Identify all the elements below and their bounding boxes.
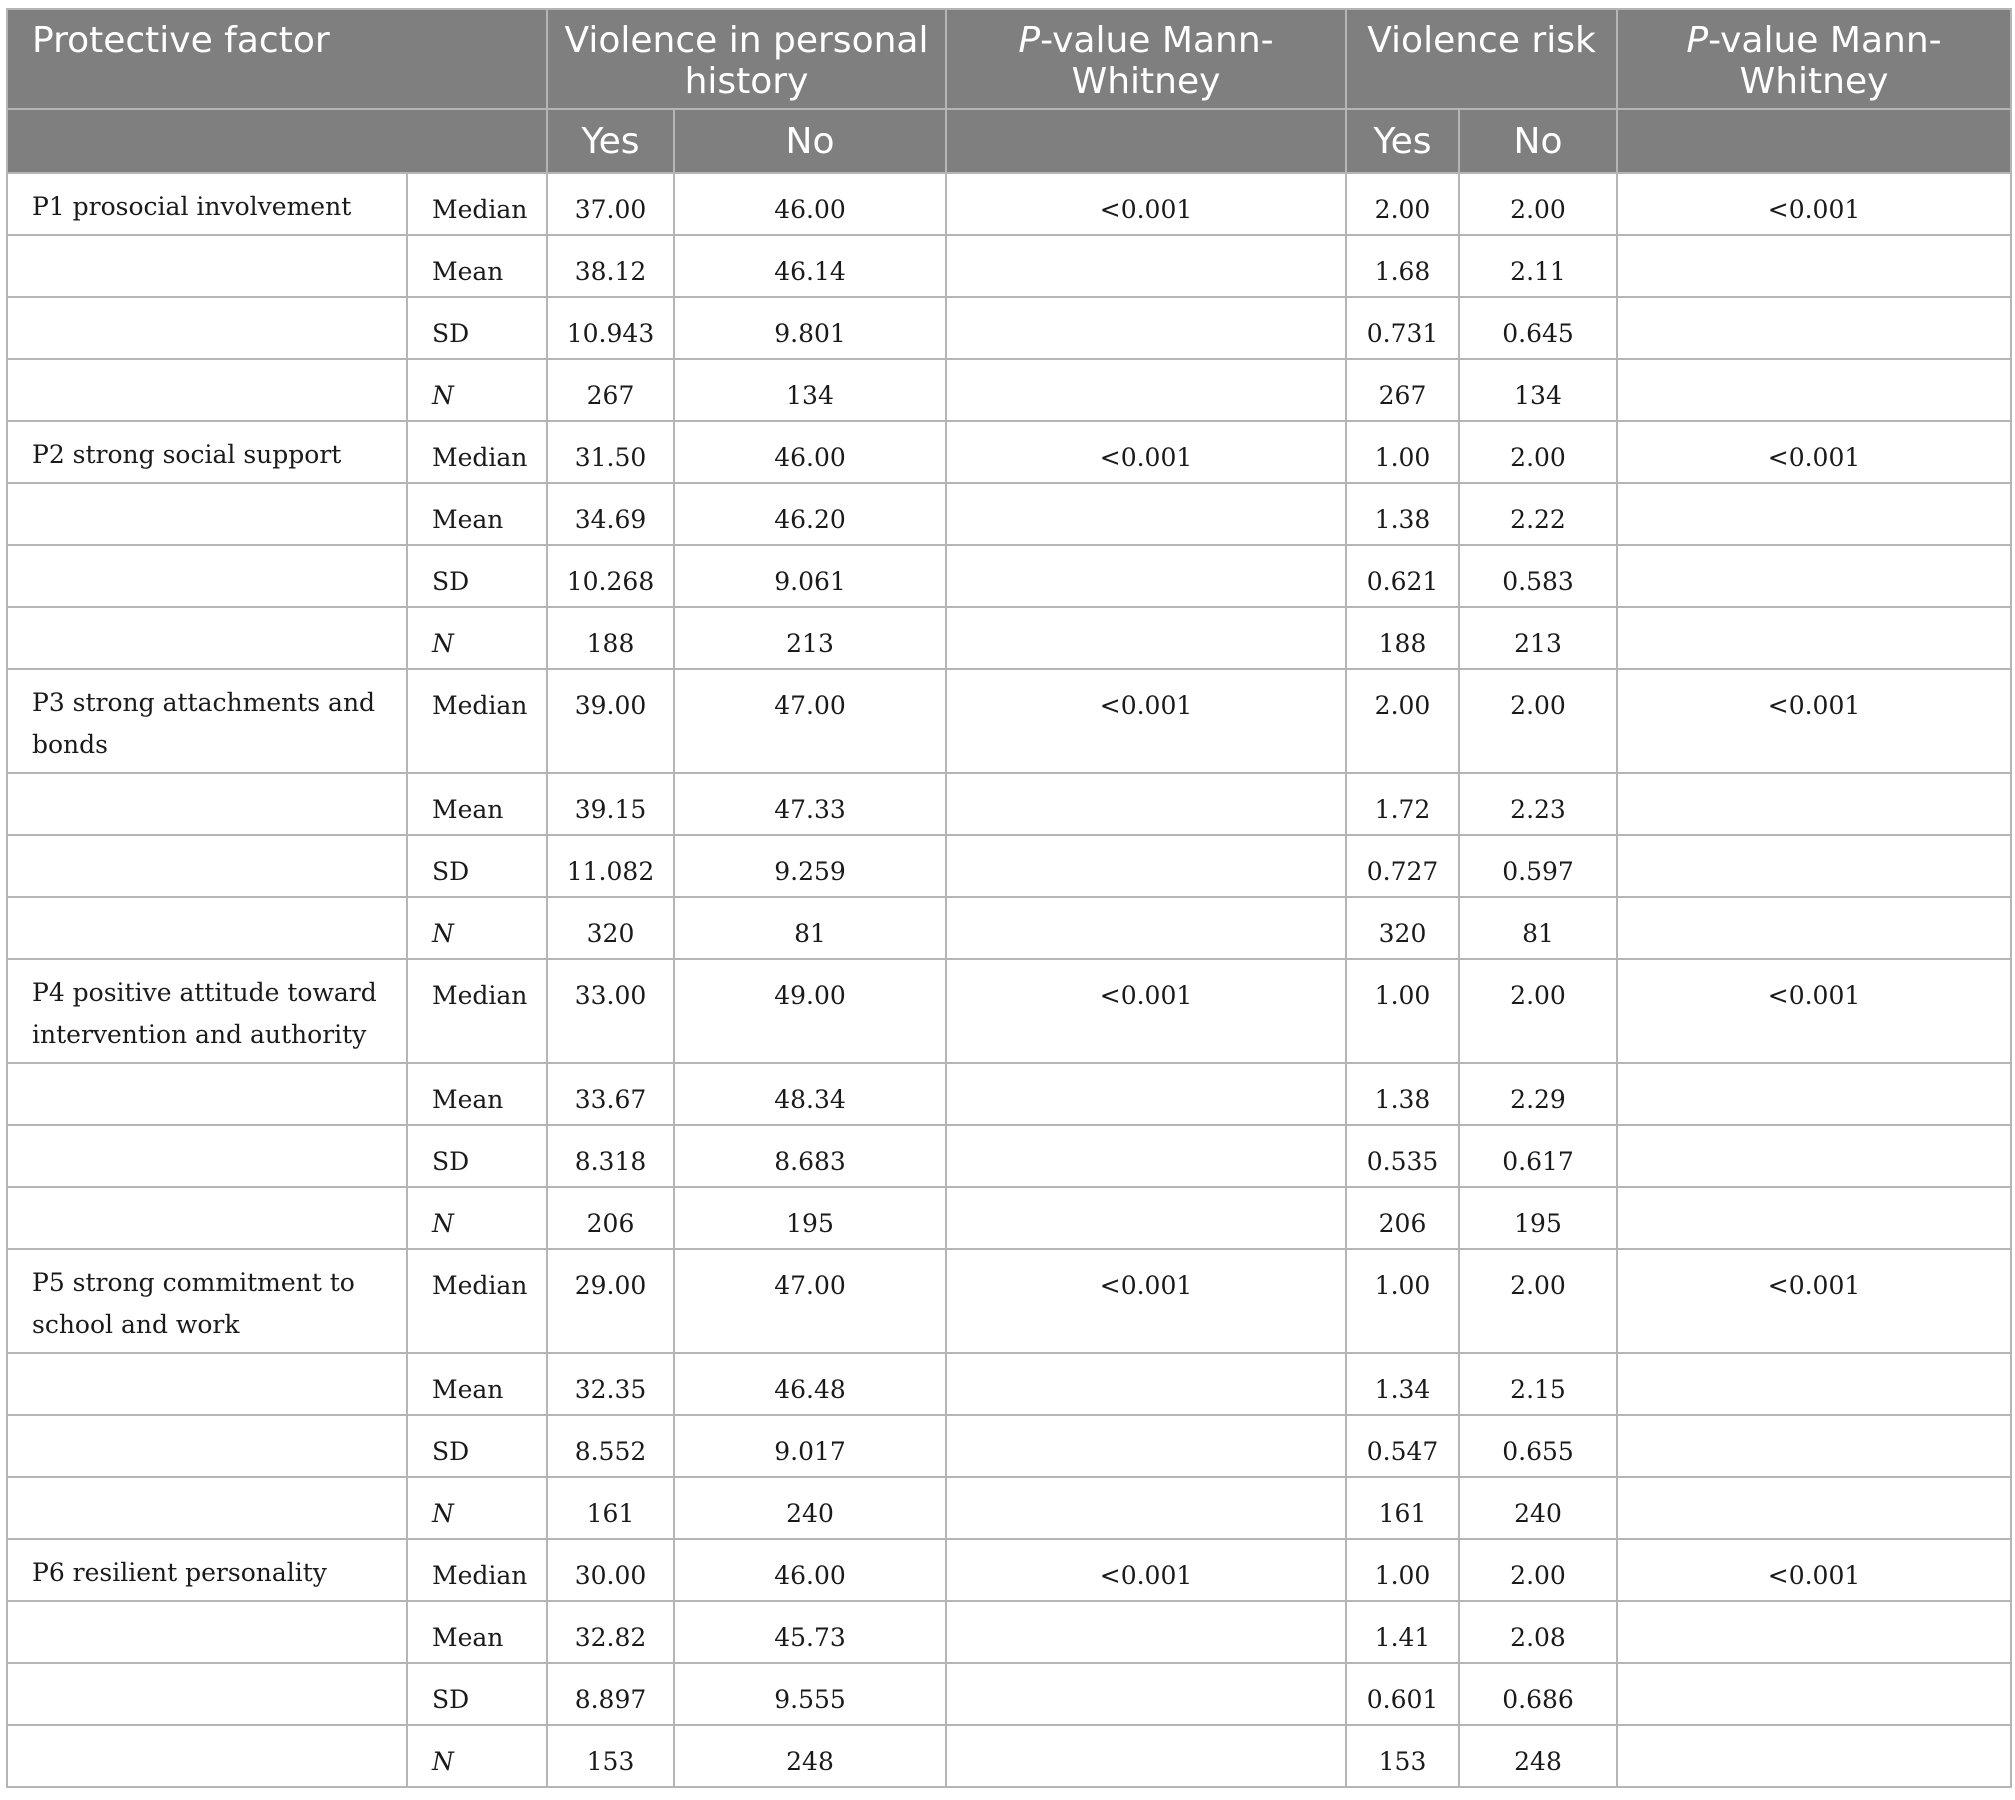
risk-yes-value: 0.727 <box>1346 835 1459 897</box>
history-pvalue <box>946 297 1346 359</box>
stat-label: Median <box>407 173 547 235</box>
history-no-value: 9.017 <box>674 1415 946 1477</box>
risk-pvalue <box>1617 1477 2011 1539</box>
stat-label: SD <box>407 1125 547 1187</box>
table-header <box>7 9 2011 173</box>
factor-cell <box>7 1477 407 1539</box>
results-table <box>6 8 2012 1788</box>
stat-label: N <box>407 897 547 959</box>
history-yes-value: 37.00 <box>547 173 674 235</box>
risk-yes-value: 1.38 <box>1346 1063 1459 1125</box>
history-no-value: 213 <box>674 607 946 669</box>
risk-no-value: 134 <box>1459 359 1617 421</box>
risk-no-value: 0.583 <box>1459 545 1617 607</box>
history-no-value: 47.33 <box>674 773 946 835</box>
table-row <box>7 669 2011 773</box>
stat-label: Median <box>407 959 547 1063</box>
history-yes-value: 8.318 <box>547 1125 674 1187</box>
history-no-value: 9.061 <box>674 545 946 607</box>
stat-label: N <box>407 1477 547 1539</box>
table-row <box>7 173 2011 235</box>
header-violence-history: Violence in personal history <box>547 9 946 109</box>
history-yes-value: 8.552 <box>547 1415 674 1477</box>
risk-yes-value: 267 <box>1346 359 1459 421</box>
risk-no-value: 0.597 <box>1459 835 1617 897</box>
table-body <box>7 173 2011 1787</box>
stat-label: Mean <box>407 1063 547 1125</box>
risk-no-value: 2.00 <box>1459 669 1617 773</box>
factor-cell <box>7 483 407 545</box>
history-yes-value: 153 <box>547 1725 674 1787</box>
history-no-value: 48.34 <box>674 1063 946 1125</box>
history-no-value: 46.00 <box>674 1539 946 1601</box>
history-yes-value: 29.00 <box>547 1249 674 1353</box>
risk-no-value: 2.00 <box>1459 959 1617 1063</box>
header-blank <box>7 109 547 173</box>
history-pvalue <box>946 359 1346 421</box>
factor-cell: P3 strong attachments and bonds <box>7 669 407 773</box>
risk-yes-value: 1.00 <box>1346 421 1459 483</box>
risk-yes-value: 188 <box>1346 607 1459 669</box>
table-row <box>7 1725 2011 1787</box>
history-yes-value: 206 <box>547 1187 674 1249</box>
history-pvalue <box>946 607 1346 669</box>
stat-label: SD <box>407 545 547 607</box>
history-yes-value: 8.897 <box>547 1663 674 1725</box>
history-pvalue <box>946 1663 1346 1725</box>
history-pvalue <box>946 1477 1346 1539</box>
history-pvalue <box>946 1125 1346 1187</box>
history-no-value: 9.259 <box>674 835 946 897</box>
table-row <box>7 773 2011 835</box>
table-row <box>7 297 2011 359</box>
risk-pvalue <box>1617 835 2011 897</box>
risk-pvalue <box>1617 545 2011 607</box>
header-protective-factor: Protective factor <box>7 9 547 109</box>
table-row <box>7 1539 2011 1601</box>
risk-yes-value: 161 <box>1346 1477 1459 1539</box>
history-pvalue <box>946 1415 1346 1477</box>
history-pvalue <box>946 483 1346 545</box>
table-row <box>7 421 2011 483</box>
risk-yes-value: 1.68 <box>1346 235 1459 297</box>
risk-pvalue <box>1617 483 2011 545</box>
history-yes-value: 31.50 <box>547 421 674 483</box>
table-row <box>7 607 2011 669</box>
table-row <box>7 359 2011 421</box>
history-yes-value: 161 <box>547 1477 674 1539</box>
risk-yes-value: 206 <box>1346 1187 1459 1249</box>
history-no-value: 47.00 <box>674 669 946 773</box>
factor-cell <box>7 1187 407 1249</box>
factor-cell: P6 resilient personality <box>7 1539 407 1601</box>
header-history-yes: Yes <box>547 109 674 173</box>
history-yes-value: 11.082 <box>547 835 674 897</box>
risk-pvalue <box>1617 1601 2011 1663</box>
risk-no-value: 2.23 <box>1459 773 1617 835</box>
history-yes-value: 10.268 <box>547 545 674 607</box>
risk-pvalue: <0.001 <box>1617 669 2011 773</box>
table-row <box>7 235 2011 297</box>
risk-no-value: 81 <box>1459 897 1617 959</box>
risk-no-value: 0.645 <box>1459 297 1617 359</box>
risk-yes-value: 0.547 <box>1346 1415 1459 1477</box>
history-pvalue <box>946 1187 1346 1249</box>
risk-yes-value: 1.00 <box>1346 1539 1459 1601</box>
history-pvalue <box>946 1063 1346 1125</box>
risk-no-value: 2.15 <box>1459 1353 1617 1415</box>
history-yes-value: 320 <box>547 897 674 959</box>
history-pvalue <box>946 1601 1346 1663</box>
risk-yes-value: 2.00 <box>1346 669 1459 773</box>
header-pvalue-history: P-value Mann-Whitney <box>946 9 1346 109</box>
table-row <box>7 1249 2011 1353</box>
history-no-value: 8.683 <box>674 1125 946 1187</box>
history-pvalue <box>946 1353 1346 1415</box>
table-row <box>7 835 2011 897</box>
table-row <box>7 959 2011 1063</box>
history-no-value: 9.555 <box>674 1663 946 1725</box>
stat-label: Mean <box>407 1601 547 1663</box>
table-row <box>7 545 2011 607</box>
stat-label: SD <box>407 1415 547 1477</box>
factor-cell <box>7 897 407 959</box>
risk-no-value: 2.00 <box>1459 173 1617 235</box>
history-no-value: 49.00 <box>674 959 946 1063</box>
history-no-value: 46.20 <box>674 483 946 545</box>
history-no-value: 248 <box>674 1725 946 1787</box>
stat-label: SD <box>407 297 547 359</box>
stat-label: N <box>407 1725 547 1787</box>
history-no-value: 134 <box>674 359 946 421</box>
stat-label: Median <box>407 1249 547 1353</box>
risk-pvalue <box>1617 1663 2011 1725</box>
risk-yes-value: 1.00 <box>1346 959 1459 1063</box>
risk-yes-value: 0.601 <box>1346 1663 1459 1725</box>
risk-pvalue <box>1617 607 2011 669</box>
factor-cell: P1 prosocial involvement <box>7 173 407 235</box>
factor-cell <box>7 1601 407 1663</box>
stat-label: SD <box>407 835 547 897</box>
header-blank-p1 <box>946 109 1346 173</box>
stat-label: Mean <box>407 483 547 545</box>
header-pvalue-risk: P-value Mann-Whitney <box>1617 9 2011 109</box>
risk-pvalue <box>1617 235 2011 297</box>
risk-no-value: 2.00 <box>1459 1539 1617 1601</box>
history-pvalue: <0.001 <box>946 1539 1346 1601</box>
history-pvalue <box>946 545 1346 607</box>
table-row <box>7 483 2011 545</box>
risk-no-value: 213 <box>1459 607 1617 669</box>
history-pvalue <box>946 835 1346 897</box>
risk-pvalue <box>1617 1063 2011 1125</box>
stat-label: Mean <box>407 773 547 835</box>
risk-yes-value: 1.00 <box>1346 1249 1459 1353</box>
history-pvalue: <0.001 <box>946 669 1346 773</box>
risk-yes-value: 1.34 <box>1346 1353 1459 1415</box>
history-no-value: 47.00 <box>674 1249 946 1353</box>
table-row <box>7 1601 2011 1663</box>
risk-no-value: 248 <box>1459 1725 1617 1787</box>
risk-pvalue: <0.001 <box>1617 421 2011 483</box>
factor-cell <box>7 607 407 669</box>
history-no-value: 46.00 <box>674 173 946 235</box>
history-yes-value: 33.67 <box>547 1063 674 1125</box>
risk-no-value: 2.08 <box>1459 1601 1617 1663</box>
factor-cell <box>7 545 407 607</box>
history-pvalue: <0.001 <box>946 421 1346 483</box>
table-row <box>7 1415 2011 1477</box>
history-yes-value: 34.69 <box>547 483 674 545</box>
header-risk-yes: Yes <box>1346 109 1459 173</box>
stat-label: N <box>407 607 547 669</box>
history-no-value: 46.14 <box>674 235 946 297</box>
risk-no-value: 2.11 <box>1459 235 1617 297</box>
history-yes-value: 188 <box>547 607 674 669</box>
history-no-value: 240 <box>674 1477 946 1539</box>
risk-yes-value: 320 <box>1346 897 1459 959</box>
table-row <box>7 1125 2011 1187</box>
stat-label: N <box>407 359 547 421</box>
header-violence-risk: Violence risk <box>1346 9 1617 109</box>
factor-cell <box>7 359 407 421</box>
history-pvalue <box>946 773 1346 835</box>
risk-no-value: 240 <box>1459 1477 1617 1539</box>
stat-label: Median <box>407 669 547 773</box>
factor-cell <box>7 1663 407 1725</box>
table-row <box>7 1477 2011 1539</box>
risk-pvalue <box>1617 897 2011 959</box>
factor-cell <box>7 1063 407 1125</box>
history-yes-value: 267 <box>547 359 674 421</box>
risk-pvalue <box>1617 773 2011 835</box>
history-pvalue <box>946 897 1346 959</box>
history-no-value: 45.73 <box>674 1601 946 1663</box>
history-yes-value: 32.82 <box>547 1601 674 1663</box>
risk-pvalue <box>1617 1187 2011 1249</box>
header-blank-p2 <box>1617 109 2011 173</box>
risk-pvalue <box>1617 1415 2011 1477</box>
header-risk-no: No <box>1459 109 1617 173</box>
table-row <box>7 897 2011 959</box>
history-pvalue <box>946 235 1346 297</box>
stat-label: N <box>407 1187 547 1249</box>
stat-label: Mean <box>407 1353 547 1415</box>
history-no-value: 46.48 <box>674 1353 946 1415</box>
history-pvalue: <0.001 <box>946 173 1346 235</box>
risk-no-value: 195 <box>1459 1187 1617 1249</box>
factor-cell <box>7 1125 407 1187</box>
factor-cell <box>7 297 407 359</box>
stat-label: SD <box>407 1663 547 1725</box>
table-row <box>7 1663 2011 1725</box>
history-yes-value: 10.943 <box>547 297 674 359</box>
risk-yes-value: 1.41 <box>1346 1601 1459 1663</box>
risk-yes-value: 2.00 <box>1346 173 1459 235</box>
factor-cell: P4 positive attitude toward intervention and authority <box>7 959 407 1063</box>
history-yes-value: 32.35 <box>547 1353 674 1415</box>
table-row <box>7 1353 2011 1415</box>
risk-no-value: 2.22 <box>1459 483 1617 545</box>
factor-cell <box>7 1415 407 1477</box>
history-no-value: 195 <box>674 1187 946 1249</box>
risk-no-value: 2.00 <box>1459 1249 1617 1353</box>
risk-pvalue <box>1617 1125 2011 1187</box>
factor-cell <box>7 235 407 297</box>
factor-cell <box>7 773 407 835</box>
history-no-value: 9.801 <box>674 297 946 359</box>
risk-no-value: 2.29 <box>1459 1063 1617 1125</box>
risk-yes-value: 1.38 <box>1346 483 1459 545</box>
risk-yes-value: 0.535 <box>1346 1125 1459 1187</box>
factor-cell <box>7 1353 407 1415</box>
history-pvalue <box>946 1725 1346 1787</box>
history-no-value: 46.00 <box>674 421 946 483</box>
risk-no-value: 0.686 <box>1459 1663 1617 1725</box>
history-yes-value: 38.12 <box>547 235 674 297</box>
factor-cell: P2 strong social support <box>7 421 407 483</box>
history-yes-value: 39.00 <box>547 669 674 773</box>
stat-label: Median <box>407 1539 547 1601</box>
risk-pvalue <box>1617 1353 2011 1415</box>
risk-yes-value: 153 <box>1346 1725 1459 1787</box>
history-pvalue: <0.001 <box>946 1249 1346 1353</box>
risk-pvalue: <0.001 <box>1617 173 2011 235</box>
history-no-value: 81 <box>674 897 946 959</box>
risk-pvalue <box>1617 297 2011 359</box>
risk-pvalue <box>1617 1725 2011 1787</box>
history-yes-value: 39.15 <box>547 773 674 835</box>
stat-label: Mean <box>407 235 547 297</box>
factor-cell <box>7 835 407 897</box>
stat-label: Median <box>407 421 547 483</box>
risk-yes-value: 1.72 <box>1346 773 1459 835</box>
risk-pvalue <box>1617 359 2011 421</box>
risk-yes-value: 0.731 <box>1346 297 1459 359</box>
table-row <box>7 1187 2011 1249</box>
risk-no-value: 0.617 <box>1459 1125 1617 1187</box>
risk-pvalue: <0.001 <box>1617 959 2011 1063</box>
risk-pvalue: <0.001 <box>1617 1249 2011 1353</box>
history-pvalue: <0.001 <box>946 959 1346 1063</box>
factor-cell: P5 strong commitment to school and work <box>7 1249 407 1353</box>
history-yes-value: 33.00 <box>547 959 674 1063</box>
risk-no-value: 0.655 <box>1459 1415 1617 1477</box>
risk-no-value: 2.00 <box>1459 421 1617 483</box>
history-yes-value: 30.00 <box>547 1539 674 1601</box>
factor-cell <box>7 1725 407 1787</box>
risk-yes-value: 0.621 <box>1346 545 1459 607</box>
table-row <box>7 1063 2011 1125</box>
header-history-no: No <box>674 109 946 173</box>
risk-pvalue: <0.001 <box>1617 1539 2011 1601</box>
